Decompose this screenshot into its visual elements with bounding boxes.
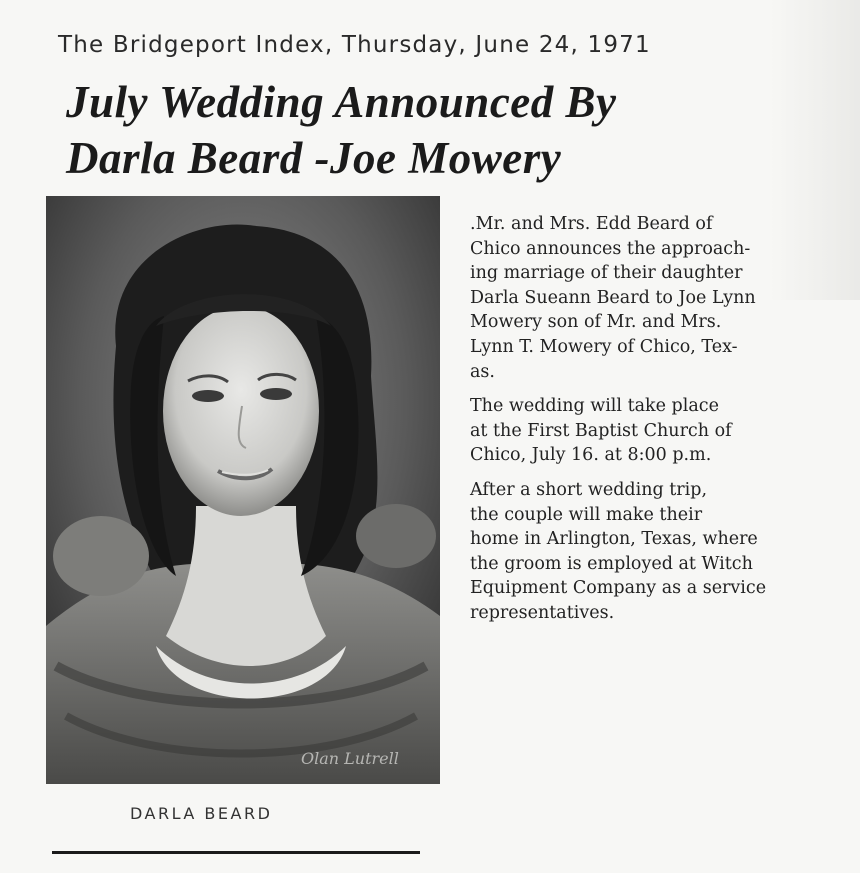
photo-signature: Olan Lutrell: [301, 749, 399, 768]
portrait-photo: [46, 196, 440, 784]
photo-caption: DARLA BEARD: [130, 804, 273, 823]
headline-line-1: July Wedding Announced By: [66, 77, 617, 127]
dateline: The Bridgeport Index, Thursday, June 24, 1971: [58, 32, 651, 58]
headline-line-2: Darla Beard -Joe Mowery: [66, 133, 562, 183]
article-paragraph-3: After a short wedding trip, the couple will make their home in Arlington, Texas, where the groom is employed at Witch Equipment Company as a service representatives.: [470, 479, 767, 623]
article-body: [470, 212, 856, 636]
divider-rule: [52, 851, 420, 854]
article-paragraph-2: The wedding will take place at the First Baptist Church of Chico, July 16. at 8:00 p.m.: [470, 396, 732, 466]
article-paragraph-1: .Mr. and Mrs. Edd Beard of Chico announces the approach- ing marriage of their daughter Darla Sueann Beard to Joe Lynn Mowery son of Mr. and Mrs. Lynn T. Mowery of Chico, Tex- as.: [470, 214, 756, 382]
portrait-illustration: [46, 196, 440, 784]
